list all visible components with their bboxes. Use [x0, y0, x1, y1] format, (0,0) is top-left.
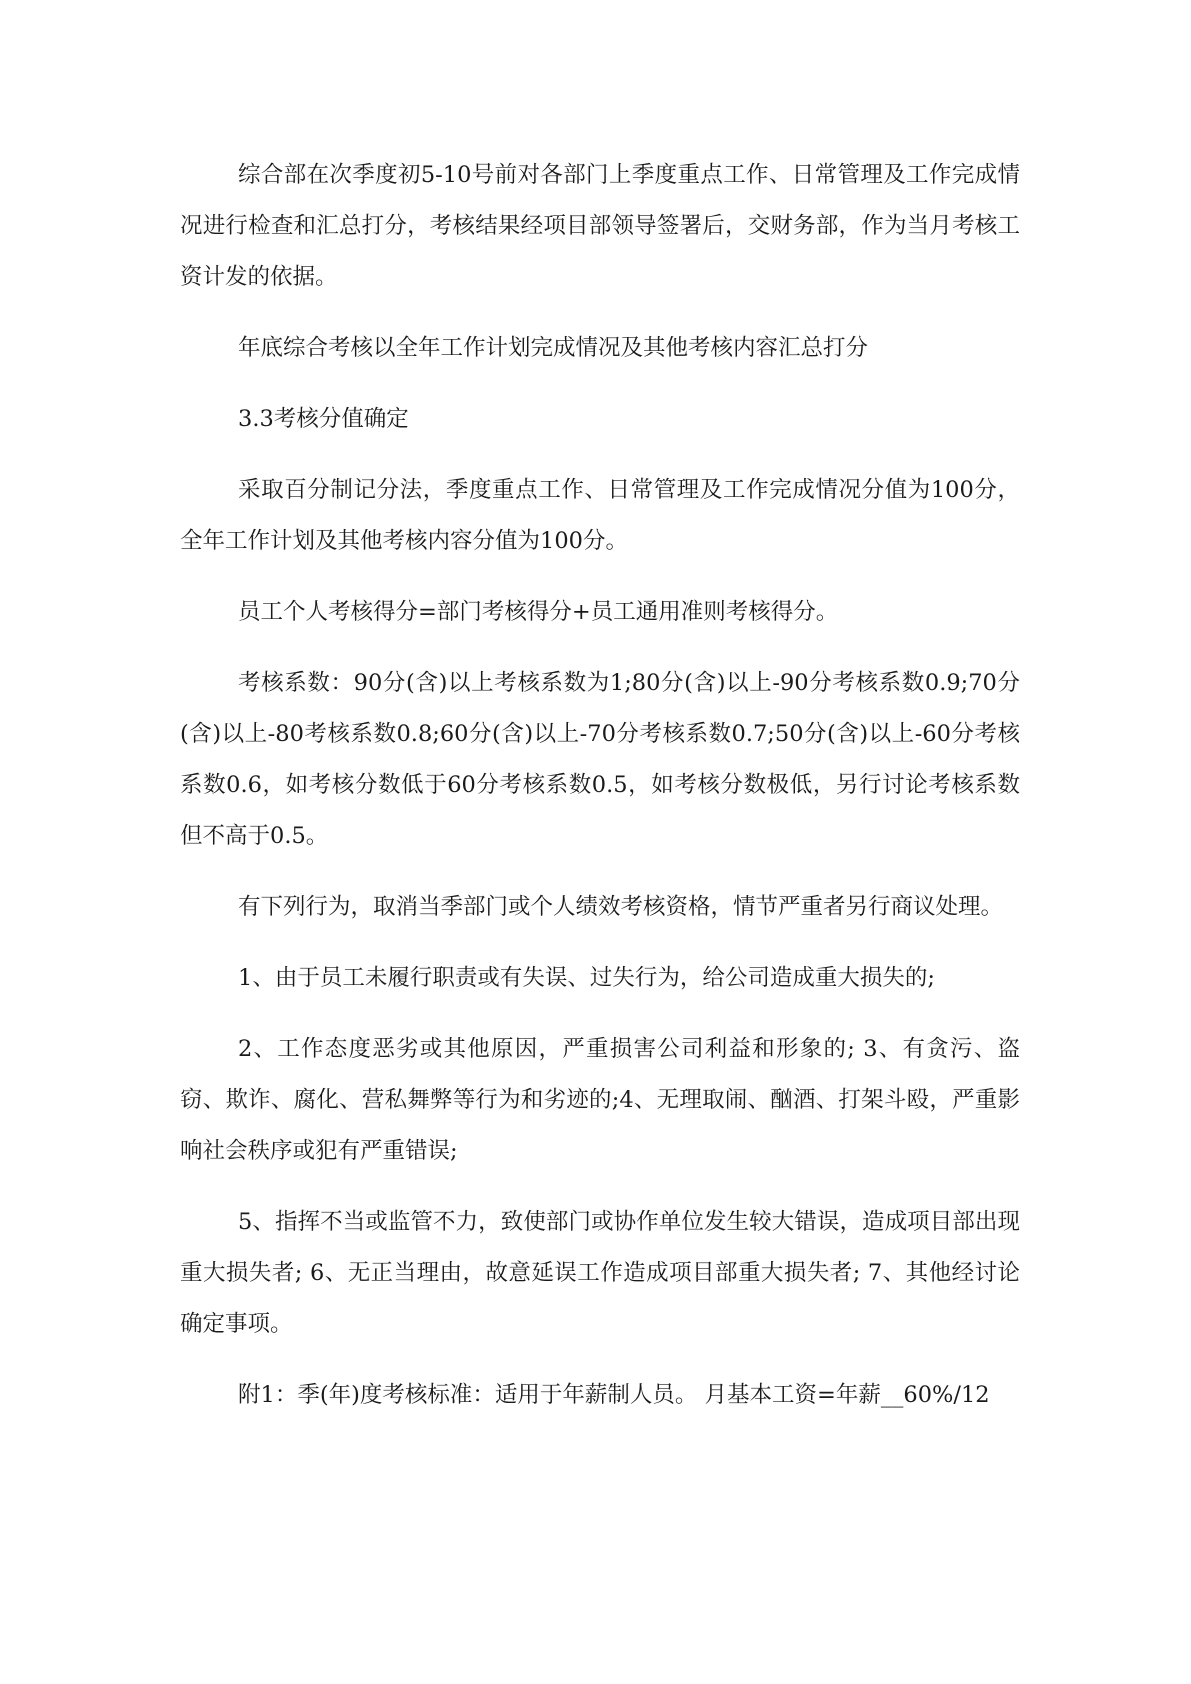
paragraph-year-end-review: 年底综合考核以全年工作计划完成情况及其他考核内容汇总打分 — [238, 335, 869, 361]
section-heading-score-determination: 3.3考核分值确定 — [238, 406, 409, 432]
paragraph-disqualification-intro: 有下列行为，取消当季部门或个人绩效考核资格，情节严重者另行商议处理。 — [238, 894, 1004, 920]
list-item-2-4: 2、工作态度恶劣或其他原因，严重损害公司利益和形象的; 3、有贪污、盗窃、欺诈、腐化、营私舞弊等行为和劣迹的;4、无理取闹、酗酒、打架斗殴，严重影响社会秩序或犯有严重错误; — [180, 1036, 1020, 1164]
paragraph-quarterly-check: 综合部在次季度初5-10号前对各部门上季度重点工作、日常管理及工作完成情况进行检查和汇总打分，考核结果经项目部领导签署后，交财务部，作为当月考核工资计发的依据。 — [180, 162, 1020, 290]
document-body — [180, 150, 1020, 1421]
paragraph-scoring-method: 采取百分制记分法，季度重点工作、日常管理及工作完成情况分值为100分，全年工作计划及其他考核内容分值为100分。 — [180, 477, 1020, 554]
paragraph-coefficient-rules: 考核系数：90分(含)以上考核系数为1;80分(含)以上-90分考核系数0.9;70分(含)以上-80考核系数0.8;60分(含)以上-70分考核系数0.7;50分(含)以上-60分考核系数0.6，如考核分数低于60分考核系数0.5，如考核分数极低，另行讨论考核系数但不高于0.5。 — [180, 670, 1020, 849]
list-item-5-7: 5、指挥不当或监管不力，致使部门或协作单位发生较大错误，造成项目部出现重大损失者; 6、无正当理由，故意延误工作造成项目部重大损失者; 7、其他经讨论确定事项。 — [180, 1209, 1020, 1337]
appendix-1: 附1：季(年)度考核标准：适用于年薪制人员。 月基本工资=年薪__60%/12 — [238, 1382, 990, 1408]
paragraph-personal-score-formula: 员工个人考核得分=部门考核得分+员工通用准则考核得分。 — [238, 599, 839, 625]
list-item-1: 1、由于员工未履行职责或有失误、过失行为，给公司造成重大损失的; — [238, 965, 935, 991]
